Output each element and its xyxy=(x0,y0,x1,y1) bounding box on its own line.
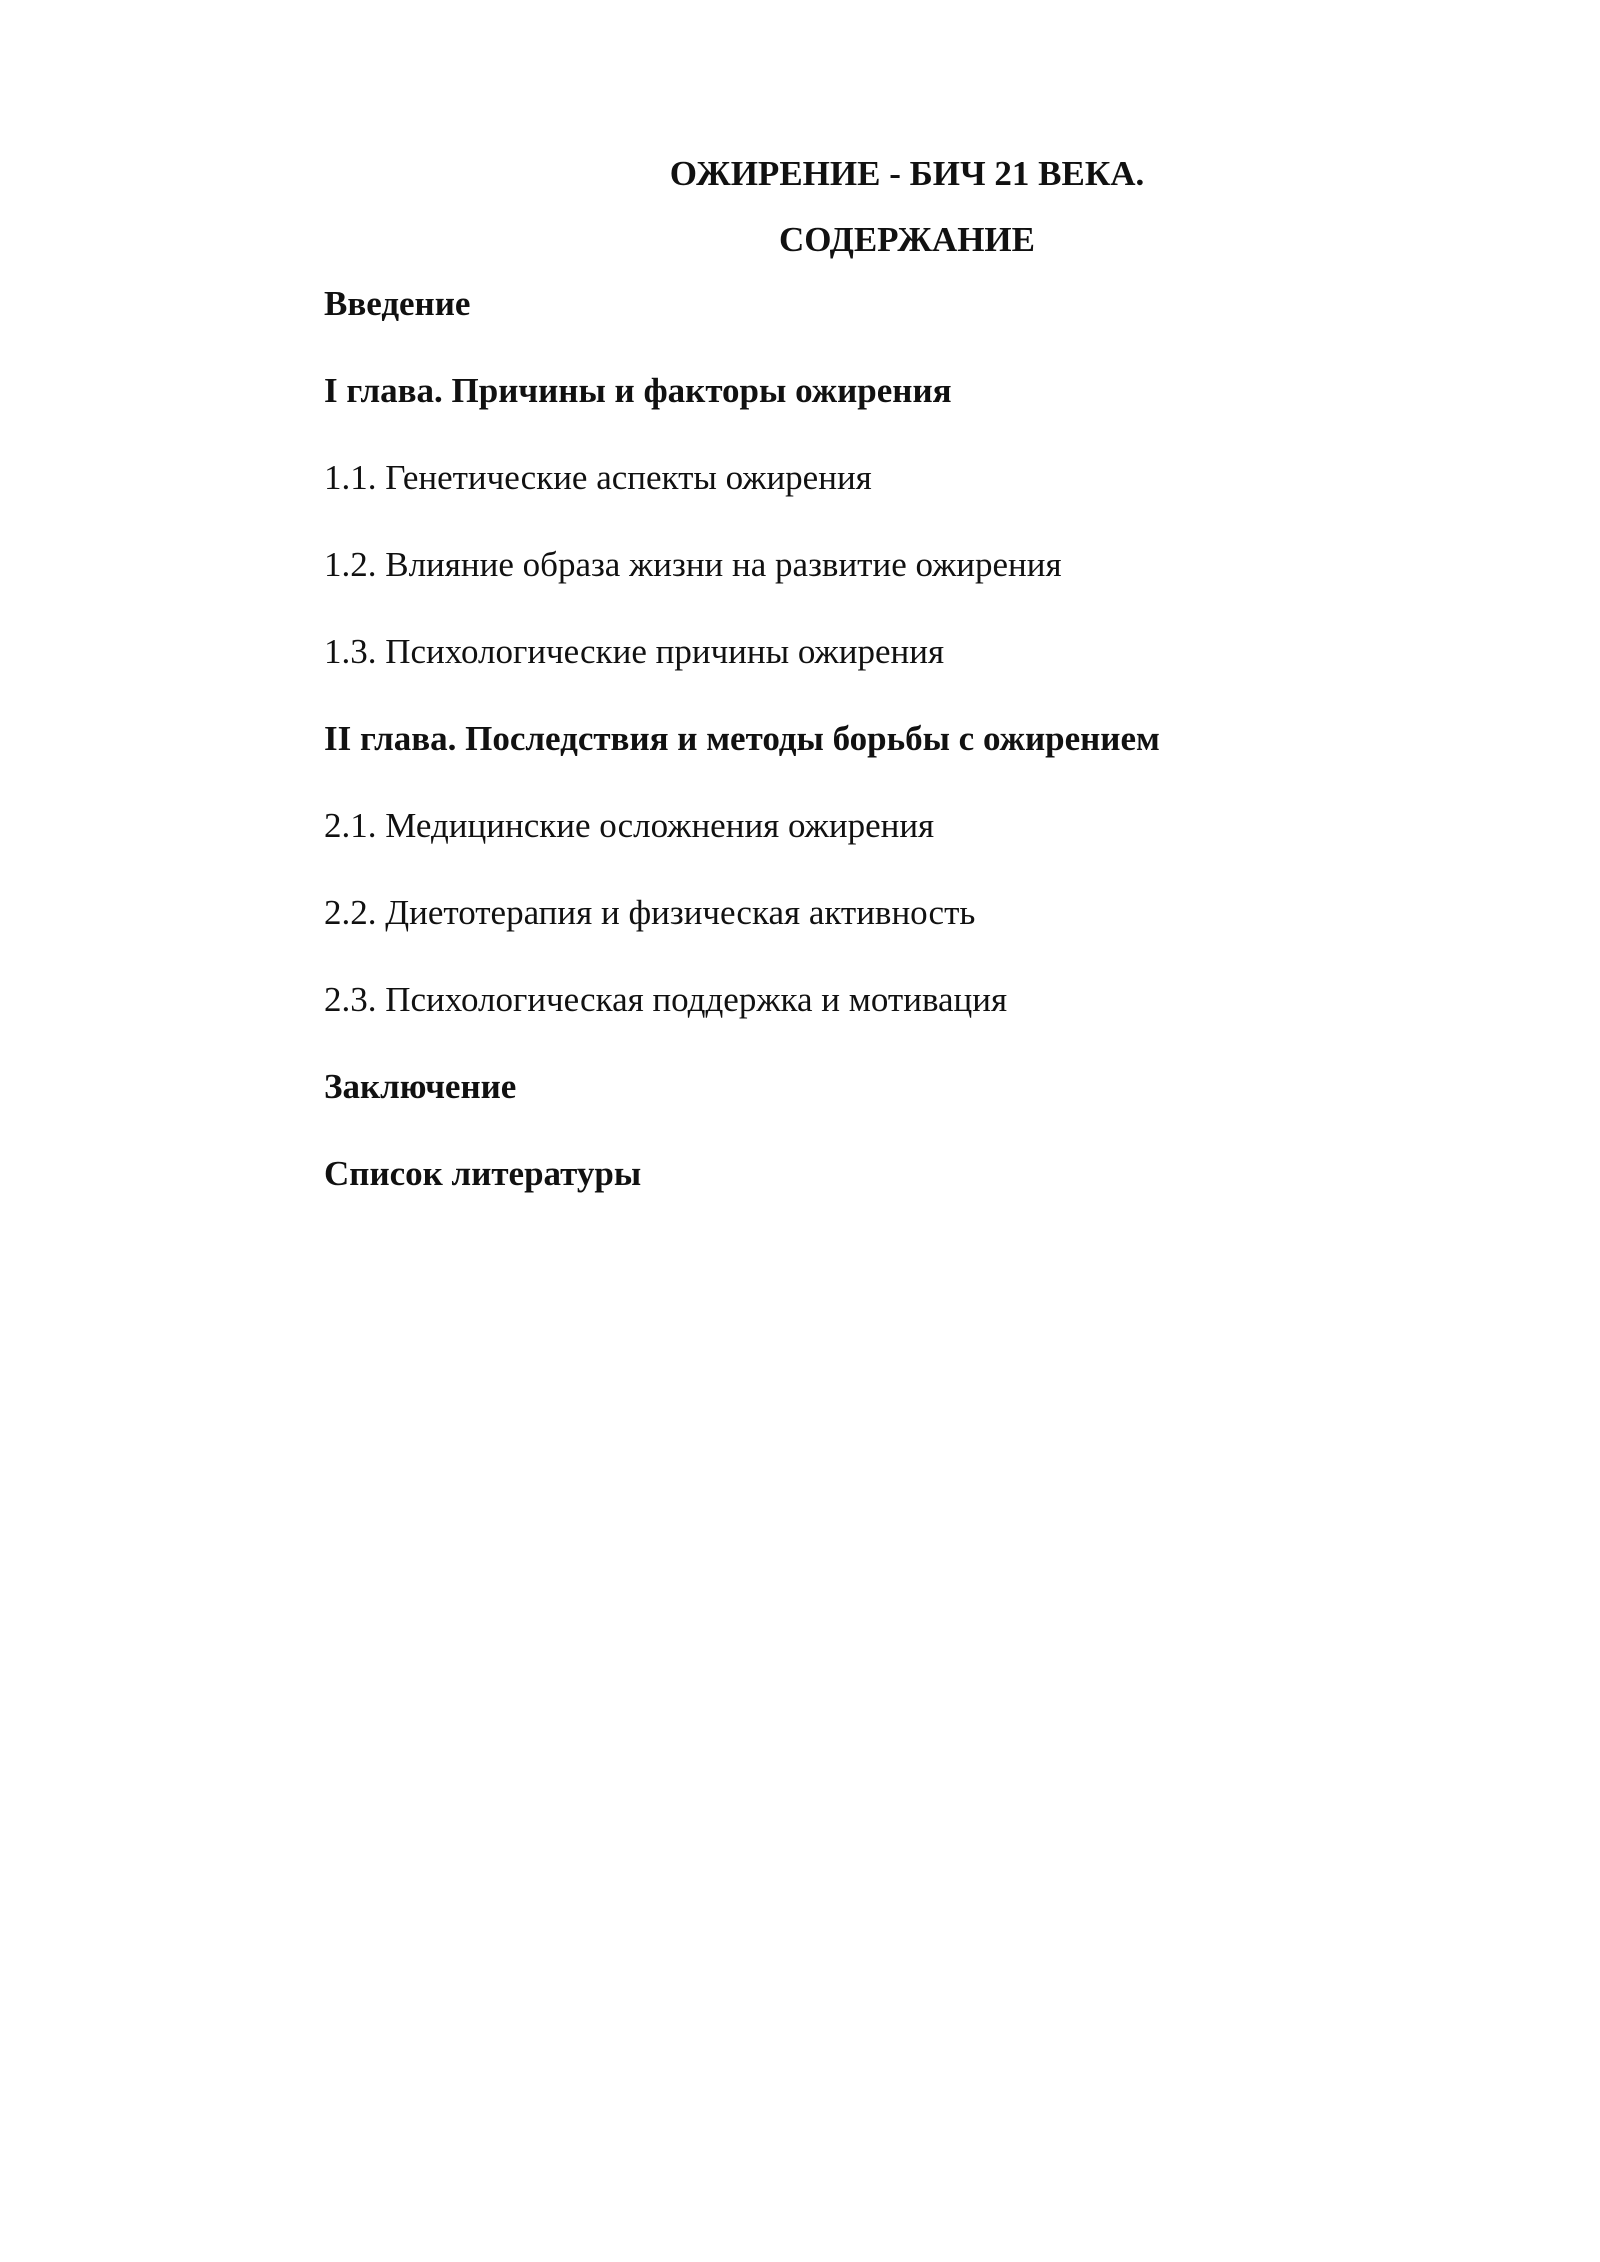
document-title: ОЖИРЕНИЕ - БИЧ 21 ВЕКА. xyxy=(669,154,1145,193)
toc-item-chapter-1: I глава. Причины и факторы ожирения xyxy=(324,371,952,410)
toc-item-section-1-3: 1.3. Психологические причины ожирения xyxy=(324,632,945,671)
toc-item-introduction: Введение xyxy=(324,284,471,323)
toc-item-conclusion: Заключение xyxy=(324,1067,517,1106)
toc-item-section-2-2: 2.2. Диетотерапия и физическая активность xyxy=(324,893,976,932)
toc-item-references: Список литературы xyxy=(324,1154,642,1193)
toc-item-section-2-1: 2.1. Медицинские осложнения ожирения xyxy=(324,806,935,845)
toc-heading: СОДЕРЖАНИЕ xyxy=(778,220,1035,259)
toc-item-section-1-1: 1.1. Генетические аспекты ожирения xyxy=(324,458,872,497)
toc-item-section-2-3: 2.3. Психологическая поддержка и мотивация xyxy=(324,980,1008,1019)
table-of-contents xyxy=(324,282,1324,1239)
toc-item-section-1-2: 1.2. Влияние образа жизни на развитие ожирения xyxy=(324,545,1062,584)
toc-item-chapter-2: II глава. Последствия и методы борьбы с ожирением xyxy=(324,719,1160,758)
